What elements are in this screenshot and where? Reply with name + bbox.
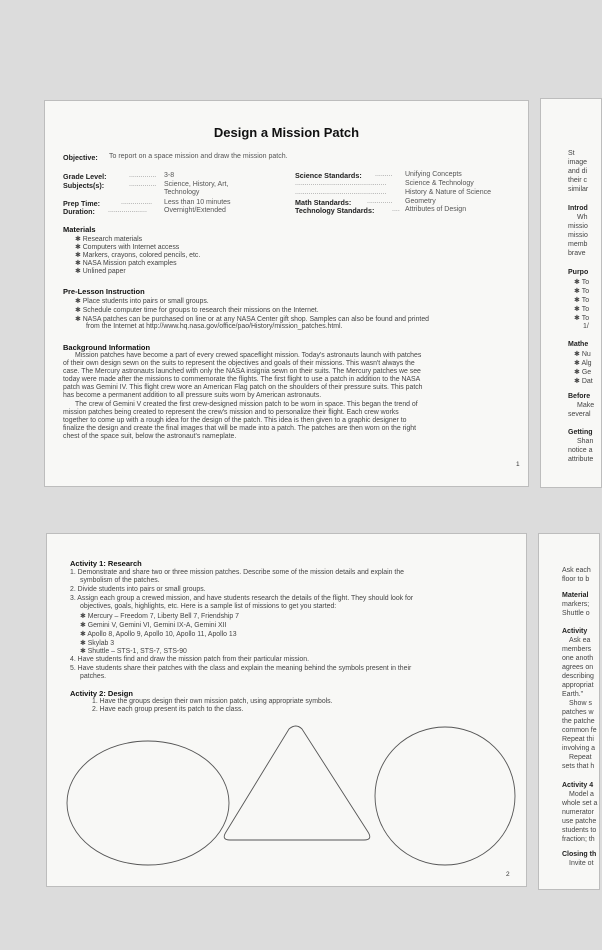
background-line: today were made after the missions to commemorate the flights. The first flight to use a patch in addition to the NASA	[63, 376, 421, 383]
activity1-line: 3. Assign each group a crewed mission, and have students research the details of the flight. They should look for	[70, 595, 414, 602]
duration-value: Overnight/Extended	[164, 207, 226, 214]
activity1-line: 5. Have students share their patches with the class and explain the meaning behind the symbols present in their	[70, 665, 412, 672]
cut-text: Invite ot	[569, 860, 594, 867]
lesson-page-1	[44, 100, 529, 487]
cut-text: Wh	[577, 214, 588, 221]
activity2-heading: Activity 2: Design	[70, 689, 133, 698]
materials-item: ✱ Unlined paper	[75, 268, 126, 275]
page-title: Design a Mission Patch	[213, 125, 360, 140]
cut-text: missio	[568, 232, 588, 239]
cut-text: their c	[568, 177, 588, 184]
subjects-value: Science, History, Art,	[164, 181, 229, 188]
cut-text: involving a	[562, 745, 596, 752]
prelesson-item-continued: from the Internet at http://www.hq.nasa.gov/office/pao/History/mission_patches.html.	[86, 323, 343, 330]
cut-text: Shuttle o	[562, 610, 590, 617]
patch-outline-oval	[67, 741, 229, 865]
cut-text: ✱ To	[574, 315, 590, 322]
cut-text: describing	[562, 673, 594, 680]
cut-text: 1/	[583, 323, 589, 330]
activity1-line: 1. Demonstrate and share two or three mission patches. Describe some of the mission details and explain the	[70, 569, 404, 576]
cut-text: and di	[568, 168, 588, 175]
cut-text: ✱ Dat	[574, 378, 593, 385]
background-line: together to come up with a rough idea for the design of the patch. This idea is then given to a graphic designer to	[63, 417, 407, 424]
cut-text: ✱ To	[574, 288, 590, 295]
cut-text: ✱ To	[574, 297, 590, 304]
background-line: has become a permanent addition to all pressure suits worn by American astronauts.	[63, 392, 322, 399]
activity2-line: 1. Have the groups design their own mission patch, using appropriate symbols.	[92, 698, 333, 705]
mission-item: ✱ Skylab 3	[80, 640, 115, 647]
leader-dots: .........	[375, 171, 393, 178]
materials-item: ✱ Computers with Internet access	[75, 244, 180, 251]
science-standards-label: Science Standards:	[295, 171, 362, 180]
cut-text: patches w	[562, 709, 594, 716]
leader-dots: ..............	[129, 181, 157, 188]
cut-text: memb	[568, 241, 588, 248]
cut-text: ✱ To	[574, 306, 590, 313]
mission-item: ✱ Mercury – Freedom 7, Liberty Bell 7, Friendship 7	[80, 613, 239, 620]
cut-heading: Getting	[568, 429, 593, 436]
subjects-label: Subjects(s):	[63, 181, 105, 190]
math-standards-label: Math Standards:	[295, 198, 352, 207]
cut-text: sets that h	[562, 763, 595, 770]
page-number: 1	[516, 461, 520, 468]
science-standard-1: Unifying Concepts	[405, 171, 462, 178]
cut-text: Earth."	[562, 691, 584, 698]
activity1-line: symbolism of the patches.	[80, 577, 160, 584]
cut-text: numerator	[562, 809, 594, 816]
cut-heading: Closing th	[562, 851, 597, 858]
prelesson-item: ✱ Schedule computer time for groups to research their missions on the Internet.	[75, 307, 319, 314]
objective-label: Objective:	[63, 153, 98, 162]
leader-dots: ...............................................	[295, 180, 387, 187]
cut-text: ✱ To	[574, 279, 590, 286]
patch-outline-circle	[375, 727, 515, 865]
patch-outline-triangle	[224, 726, 370, 840]
leader-dots: ................	[121, 199, 153, 206]
cut-text: Ask each	[562, 567, 591, 574]
mission-item: ✱ Shuttle – STS-1, STS-7, STS-90	[80, 648, 187, 655]
background-line: mission patches being created to represent the crew's mission and to personalize their flight. Each crew works	[63, 409, 399, 416]
cut-heading: Introd	[568, 205, 588, 212]
prelesson-item: ✱ Place students into pairs or small groups.	[75, 298, 209, 305]
prelesson-item: ✱ NASA patches can be purchased on line or at any NASA Center gift shop. Samples can also be found and printed	[75, 316, 429, 323]
grade-label: Grade Level:	[63, 172, 107, 181]
materials-item: ✱ Research materials	[75, 236, 143, 243]
cut-text: Repeat thi	[562, 736, 594, 743]
activity1-line: 2. Divide students into pairs or small groups.	[70, 586, 206, 593]
cut-text: St	[568, 150, 575, 157]
background-line: The crew of Gemini V created the first crew-designed mission patch to be worn in space. This began the trend of	[75, 401, 418, 408]
leader-dots: ....	[392, 206, 400, 213]
objective-text: To report on a space mission and draw the mission patch.	[109, 153, 288, 160]
background-line: finalize the design and create the final images that will be made into a patch. The patches are then worn on the right	[63, 425, 417, 432]
background-line: case. The Mercury astronauts launched with only the NASA insignia sewn on their suits. The Mercury patches we see	[63, 368, 421, 375]
cut-heading: Before	[568, 393, 591, 400]
leader-dots: .............	[367, 198, 393, 205]
cut-text: ✱ Alg	[574, 360, 592, 367]
background-line: chest of the space suit, below the astronaut's nameplate.	[63, 433, 237, 440]
materials-item: ✱ NASA Mission patch examples	[75, 260, 177, 267]
activity1-line: patches.	[80, 673, 107, 680]
background-line: Mission patches have become a part of every crewed spaceflight mission. Today's astronauts launch with patches	[75, 352, 422, 359]
cut-text: image	[568, 159, 588, 166]
cut-heading: Purpo	[568, 269, 589, 276]
cut-text: notice a	[568, 447, 593, 454]
cut-text: missio	[568, 223, 588, 230]
cut-text: the patche	[562, 718, 595, 725]
background-line: of their own design sewn on the suits to represent the objectives and goals of their missions. This wasn't always the	[63, 360, 415, 367]
leader-dots: ..............	[129, 172, 157, 179]
materials-heading: Materials	[63, 225, 96, 234]
mission-item: ✱ Apollo 8, Apollo 9, Apollo 10, Apollo 11, Apollo 13	[80, 631, 237, 638]
cut-text: several	[568, 411, 591, 418]
cut-text: Show s	[569, 700, 592, 707]
page-number: 2	[506, 871, 510, 878]
math-standard: Geometry	[405, 198, 436, 205]
activity1-heading: Activity 1: Research	[70, 559, 142, 568]
cut-text: brave	[568, 250, 586, 257]
cut-text: markers;	[562, 601, 590, 608]
patch-outline-shapes	[47, 534, 526, 886]
subjects-value-2: Technology	[164, 189, 200, 196]
cut-text: Ask ea	[569, 637, 591, 644]
cut-text: one anoth	[562, 655, 594, 662]
lesson-page-2	[46, 533, 527, 887]
cut-heading: Activity 4	[562, 782, 594, 789]
cut-text: fraction; th	[562, 836, 595, 843]
prep-label: Prep Time:	[63, 199, 101, 208]
materials-item: ✱ Markers, crayons, colored pencils, etc.	[75, 252, 201, 259]
cut-text: attribute	[568, 456, 594, 463]
prep-value: Less than 10 minutes	[164, 199, 231, 206]
science-standard-3: History & Nature of Science	[405, 189, 491, 196]
technology-standard: Attributes of Design	[405, 206, 467, 213]
cut-text: Repeat	[569, 754, 592, 761]
cut-text: ✱ Ge	[574, 369, 592, 376]
prelesson-heading: Pre-Lesson Instruction	[63, 287, 145, 296]
cut-text: Shan	[577, 438, 594, 445]
cut-text: similar	[568, 186, 589, 193]
cut-text: use patche	[562, 818, 597, 825]
cut-text: Model a	[569, 791, 594, 798]
adjacent-page-bottom	[538, 533, 600, 890]
cut-text: appropriat	[562, 682, 594, 689]
cut-text: members	[562, 646, 592, 653]
technology-standards-label: Technology Standards:	[295, 206, 375, 215]
cut-text: common fe	[562, 727, 597, 734]
mission-item: ✱ Gemini V, Gemini VI, Gemini IX-A, Gemini XII	[80, 622, 227, 629]
activity2-line: 2. Have each group present its patch to the class.	[92, 706, 244, 713]
activity1-line: objectives, goals, highlights, etc. Here is a sample list of missions to get you started:	[80, 603, 337, 610]
cut-text: floor to b	[562, 576, 590, 583]
cut-text: Make	[577, 402, 595, 409]
leader-dots: ....................	[108, 207, 147, 214]
adjacent-page-top	[540, 98, 602, 488]
grade-value: 3-8	[164, 172, 175, 179]
activity1-line: 4. Have students find and draw the mission patch from their particular mission.	[70, 656, 309, 663]
cut-text: ✱ Nu	[574, 351, 591, 358]
science-standard-2: Science & Technology	[405, 180, 474, 187]
background-heading: Background Information	[63, 343, 151, 352]
background-line: patch was Gemini IV. This flight crew wore an American Flag patch on the shoulders of their pressure suits. This patch	[63, 384, 423, 391]
cut-heading: Mathe	[568, 341, 589, 348]
cut-heading: Activity	[562, 628, 588, 635]
cut-text: whole set a	[562, 800, 598, 807]
cut-text: agrees on	[562, 664, 594, 671]
duration-label: Duration:	[63, 207, 95, 216]
cut-heading: Material	[562, 592, 589, 599]
cut-text: students to	[562, 827, 597, 834]
leader-dots: ...............................................	[295, 189, 387, 196]
